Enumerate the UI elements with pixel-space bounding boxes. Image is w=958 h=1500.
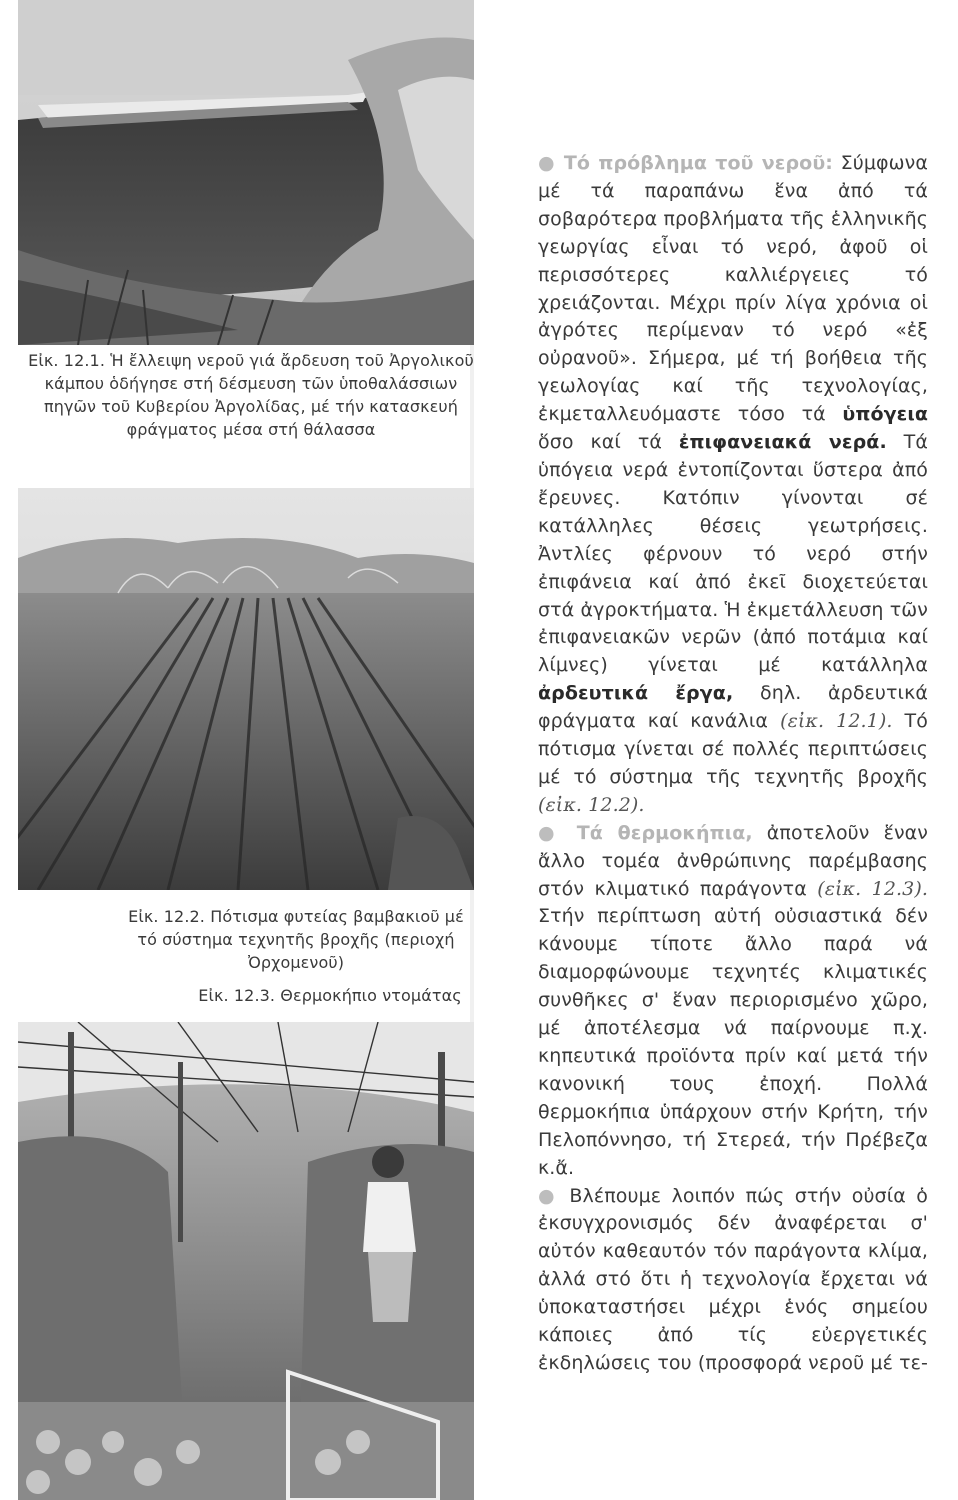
term-irrigation-works: ἀρδευτικά ἔργα, bbox=[538, 682, 734, 705]
bullet: ● bbox=[538, 152, 557, 174]
figure-caption-12-1 bbox=[28, 349, 474, 441]
text: Σύμφωνα μέ τά παραπάνω ἕνα ἀπό τά σοβαρότερα προβλήματα τῆς ἑλληνικῆς γεωργίας εἶναι τό νερό, ἀφοῦ οἱ περισσότερες καλλιέργειες τό χρειάζονται. Μέχρι πρίν λίγα χρόνια οἱ ἀγρότες περίμεναν τό νερό «ἐξ οὐρανοῦ». Σήμερα, μέ τή βοήθεια τῆς γεωλογίας καί τῆς τεχνολογίας, ἐκμεταλλευόμαστε τόσο τά bbox=[538, 152, 928, 426]
text: ἀποτελοῦν ἕναν ἄλλο τομέα ἀνθρώπινης παρέμβασης στόν κλιματικό παράγοντα bbox=[538, 821, 928, 900]
figure-ref-12-2: (εἰκ. 12.2). bbox=[538, 793, 645, 816]
photo-dam-sea bbox=[18, 0, 474, 345]
bullet: ● bbox=[538, 821, 563, 844]
figure-caption-12-3 bbox=[190, 984, 470, 1007]
paragraph-water-problem bbox=[538, 150, 928, 820]
caption-label: Εἰκ. 12.1. bbox=[28, 351, 106, 370]
bullet: ● bbox=[538, 1184, 559, 1207]
term-underground: ὑπόγεια bbox=[842, 403, 928, 426]
paragraph-modernization bbox=[538, 1183, 928, 1378]
caption-text: Ἡ ἔλλειψη νεροῦ γιά ἄρδευση τοῦ Ἀργολικοῦ κάμπου ὁδήγησε στή δέσμευση τῶν ὑποθαλάσσιων πηγῶν τοῦ Κυβερίου Ἀργολίδας, μέ τήν κατασκευή φράγματος μέσα στή θάλασσα bbox=[44, 351, 474, 439]
figure-caption-12-2 bbox=[120, 905, 472, 974]
caption-label: Εἰκ. 12.3. bbox=[198, 986, 276, 1005]
paragraph-greenhouses bbox=[538, 820, 928, 1183]
heading-greenhouses: Τά θερμοκήπια, bbox=[576, 821, 753, 844]
caption-label: Εἰκ. 12.2. bbox=[128, 907, 205, 926]
text: Τό πότισμα γίνεται σέ πολλές περιπτώσεις μέ τό σύστημα τῆς τεχνητῆς βροχῆς bbox=[538, 710, 928, 788]
term-surface-water: ἐπιφανειακά νερά. bbox=[678, 431, 887, 454]
caption-text: Θερμοκήπιο ντομάτας bbox=[280, 986, 462, 1005]
text: Στήν περίπτωση αὐτή οὐσιαστικά δέν κάνουμε τίποτε ἄλλο παρά νά διαμορφώνουμε τεχνητές κλιματικές συνθῆκες σ' ἕναν περιορισμένο χῶρο, μέ ἀποτέλεσμα νά παίρνουμε π.χ. κηπευτικά προϊόντα πρίν καί μετά τήν κανονική τους ἐποχή. Πολλά θερμοκήπια ὑπάρχουν στήν Κρήτη, τήν Πελοπόννησο, τή Στερεά, τήν Πρέβεζα κ.ἄ. bbox=[538, 905, 928, 1179]
heading-water-problem: Τό πρόβλημα τοῦ νεροῦ: bbox=[563, 152, 833, 174]
body-text-column bbox=[538, 150, 928, 1378]
photo-tomato-greenhouse bbox=[18, 1022, 474, 1500]
caption-text: Πότισμα φυτείας βαμβακιοῦ μέ τό σύστημα τεχνητῆς βροχῆς (περιοχή Ὀρχομενοῦ) bbox=[137, 907, 464, 972]
photo-cotton-sprinklers bbox=[18, 488, 474, 890]
text: Βλέπουμε λοιπόν πώς στήν οὐσία ὁ ἐκσυγχρονισμός δέν ἀναφέρεται σ' αὐτόν καθεαυτόν τόν παράγοντα κλίμα, ἀλλά στό ὅτι ἡ τεχνολογία ἔρχεται νά ὑποκαταστήσει μέχρι ἑνός σημείου κάποιες ἀπό τίς εὐεργετικές ἐκδηλώσεις του (προσφορά νεροῦ μέ τε- bbox=[538, 1184, 928, 1374]
text: ὅσο καί τά bbox=[538, 431, 679, 454]
figure-ref-12-1: (εἰκ. 12.1). bbox=[780, 710, 893, 733]
text: δηλ. ἀρδευτικά φράγματα καί κανάλια bbox=[538, 682, 929, 733]
text: Τά ὑπόγεια νερά ἐντοπίζονται ὕστερα ἀπό ἔρευνες. Κατόπιν γίνονται σέ κατάλληλες θέσεις γεωτρήσεις. Ἀντλίες φέρνουν τό νερό στήν ἐπιφάνεια καί ἀπό ἐκεῖ διοχετεύεται στά ἀγροκτήματα. Ἡ ἐκμετάλλευση τῶν ἐπιφανειακῶν νερῶν (ἀπό ποτάμια καί λίμνες) γίνεται μέ κατάλληλα bbox=[538, 431, 928, 677]
figure-ref-12-3: (εἰκ. 12.3). bbox=[817, 877, 928, 900]
